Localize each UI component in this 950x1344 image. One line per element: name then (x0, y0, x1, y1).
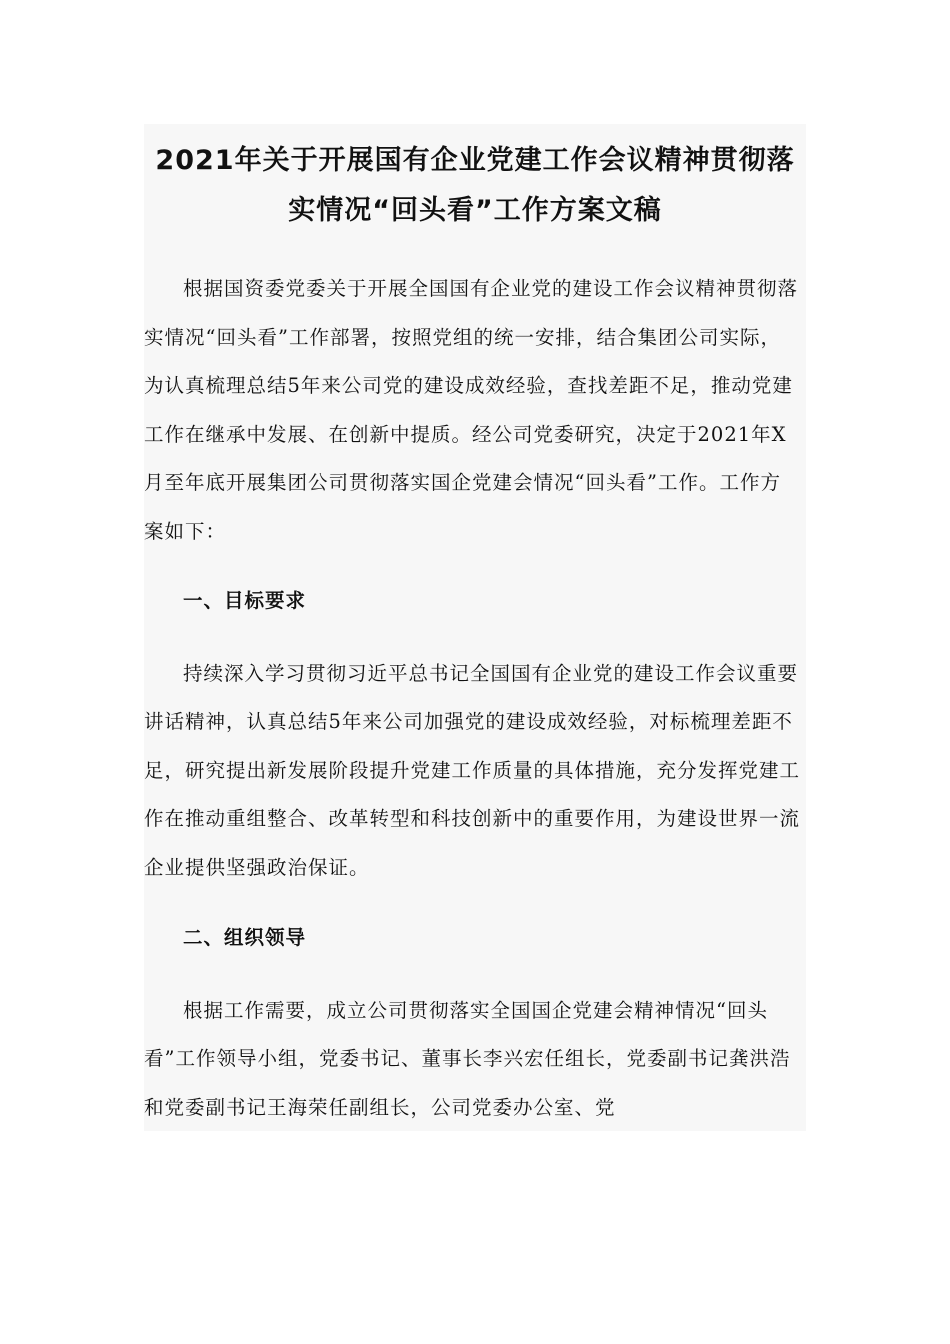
document-title-line-2: 实情况“回头看”工作方案文稿 (288, 195, 662, 226)
section-paragraph-leadership: 根据工作需要，成立公司贯彻落实全国国企党建会精神情况“回头看”工作领导小组，党委书记、董事长李兴宏任组长，党委副书记龚洪浩和党委副书记王海荣任副组长，公司党委办公室、党 (144, 998, 791, 1119)
section-heading-leadership: 二、组织领导 (183, 926, 307, 949)
section-heading-goals: 一、目标要求 (183, 589, 307, 612)
document-title (144, 124, 806, 236)
document-page (144, 124, 806, 1131)
section-paragraph-goals: 持续深入学习贯彻习近平总书记全国国有企业党的建设工作会议重要讲话精神，认真总结5年来公司加强党的建设成效经验，对标梳理差距不足，研究提出新发展阶段提升党建工作质量的具体措施，充分发挥党建工作在推动重组整合、改革转型和科技创新中的重要作用，为建设世界一流企业提供坚强政治保证。 (144, 661, 801, 879)
document-title-line-1: 2021年关于开展国有企业党建工作会议精神贯彻落 (155, 145, 795, 176)
intro-paragraph: 根据国资委党委关于开展全国国有企业党的建设工作会议精神贯彻落实情况“回头看”工作部署，按照党组的统一安排，结合集团公司实际，为认真梳理总结5年来公司党的建设成效经验，查找差距不足，推动党建工作在继承中发展、在创新中提质。经公司党委研究，决定于2021年X月至年底开展集团公司贯彻落实国企党建会情况“回头看”工作。工作方案如下： (144, 277, 799, 543)
